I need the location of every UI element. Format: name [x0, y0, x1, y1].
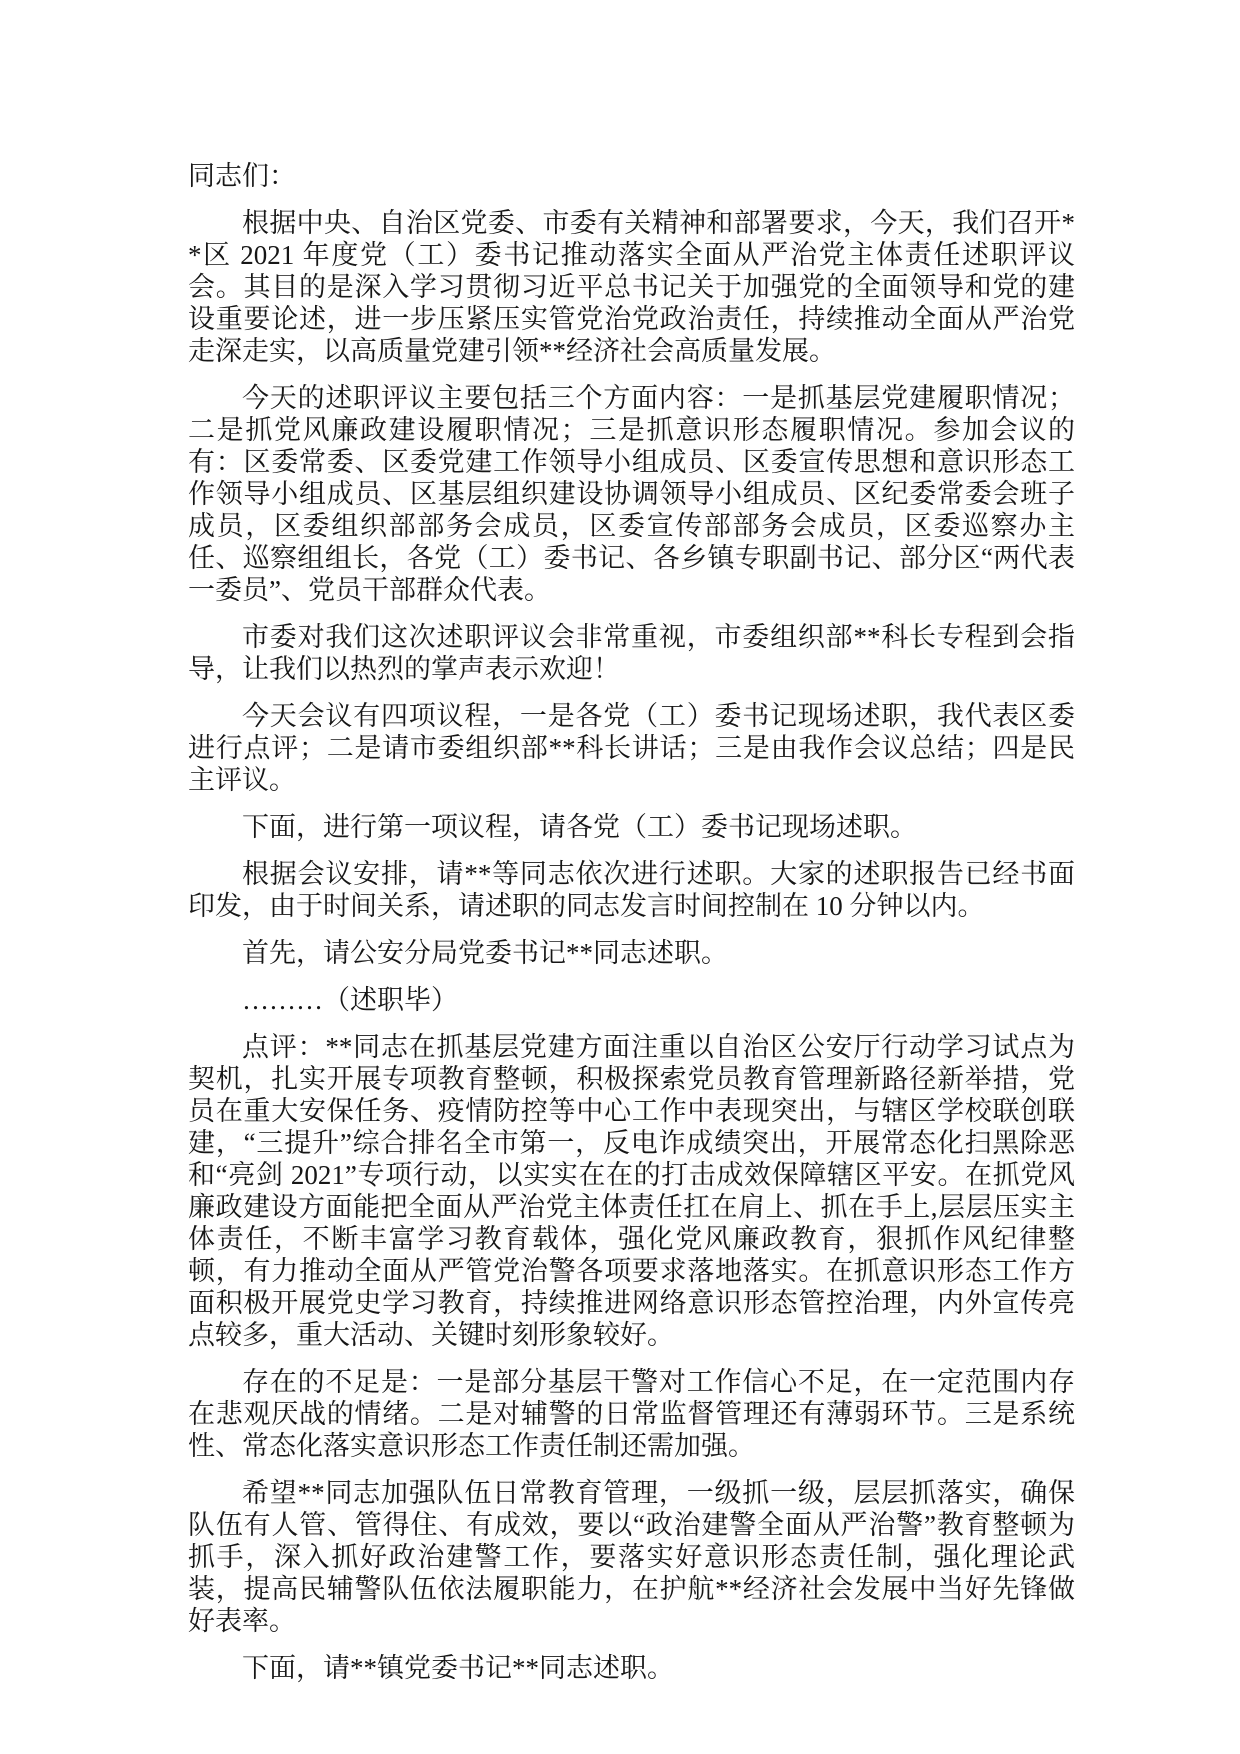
paragraph-shortcomings: 存在的不足是：一是部分基层干警对工作信心不足，在一定范围内存在悲观厌战的情绪。二是对辅警的日常监督管理还有薄弱环节。三是系统性、常态化落实意识形态工作责任制还需加强。 [188, 1367, 1075, 1461]
paragraph-speech-arrangement: 根据会议安排，请**等同志依次进行述职。大家的述职报告已经书面印发，由于时间关系，请述职的同志发言时间控制在 10 分钟以内。 [188, 859, 1075, 921]
paragraph-first-agenda-start: 下面，进行第一项议程，请各党（工）委书记现场述职。 [242, 812, 917, 842]
paragraph-city-committee-guidance: 市委对我们这次述职评议会非常重视，市委组织部**科长专程到会指导，让我们以热烈的掌声表示欢迎！ [188, 622, 1075, 684]
document-content [188, 160, 1075, 1699]
paragraph-opening: 根据中央、自治区党委、市委有关精神和部署要求，今天，我们召开**区 2021 年度党（工）委书记推动落实全面从严治党主体责任述职评议会。其目的是深入学习贯彻习近平总书记关于加强党的全面领导和党的建设重要论述，进一步压紧压实管党治党政治责任，持续推动全面从严治党走深走实，以高质量党建引领**经济社会高质量发展。 [188, 208, 1075, 366]
paragraph-review-comments: 点评：**同志在抓基层党建方面注重以自治区公安厅行动学习试点为契机，扎实开展专项教育整顿，积极探索党员教育管理新路径新举措，党员在重大安保任务、疫情防控等中心工作中表现突出，与辖区学校联创联建，“三提升”综合排名全市第一，反电诈成绩突出，开展常态化扫黑除恶和“亮剑 2021”专项行动，以实实在在的打击成效保障辖区平安。在抓党风廉政建设方面能把全面从严治党主体责任扛在肩上、抓在手上,层层压实主体责任，不断丰富学习教育载体，强化党风廉政教育，狠抓作风纪律整顿，有力推动全面从严管党治警各项要求落地落实。在抓意识形态工作方面积极开展党史学习教育，持续推进网络意识形态管控治理，内外宣传亮点较多，重大活动、关键时刻形象较好。 [188, 1032, 1075, 1350]
paragraph-agenda-scope-attendees: 今天的述职评议主要包括三个方面内容：一是抓基层党建履职情况；二是抓党风廉政建设履职情况；三是抓意识形态履职情况。参加会议的有：区委常委、区委党建工作领导小组成员、区委宣传思想和意识形态工作领导小组成员、区基层组织建设协调领导小组成员、区纪委常委会班子成员，区委组织部部务会成员，区委宣传部部务会成员，区委巡察办主任、巡察组组长，各党（工）委书记、各乡镇专职副书记、部分区“两代表一委员”、党员干部群众代表。 [188, 383, 1075, 605]
paragraph-first-speaker-intro: 首先，请公安分局党委书记**同志述职。 [242, 938, 728, 968]
paragraph-next-speaker: 下面，请**镇党委书记**同志述职。 [242, 1653, 674, 1683]
salutation: 同志们： [188, 161, 296, 191]
paragraph-expectations: 希望**同志加强队伍日常教育管理，一级抓一级，层层抓落实，确保队伍有人管、管得住、有成效，要以“政治建警全面从严治警”教育整顿为抓手，深入抓好政治建警工作，要落实好意识形态责任制，强化理论武装，提高民辅警队伍依法履职能力，在护航**经济社会发展中当好先锋做好表率。 [188, 1478, 1075, 1636]
paragraph-speech-done-marker: ………（述职毕） [242, 985, 458, 1015]
paragraph-four-agenda-items: 今天会议有四项议程，一是各党（工）委书记现场述职，我代表区委进行点评；二是请市委组织部**科长讲话；三是由我作会议总结；四是民主评议。 [188, 701, 1075, 795]
